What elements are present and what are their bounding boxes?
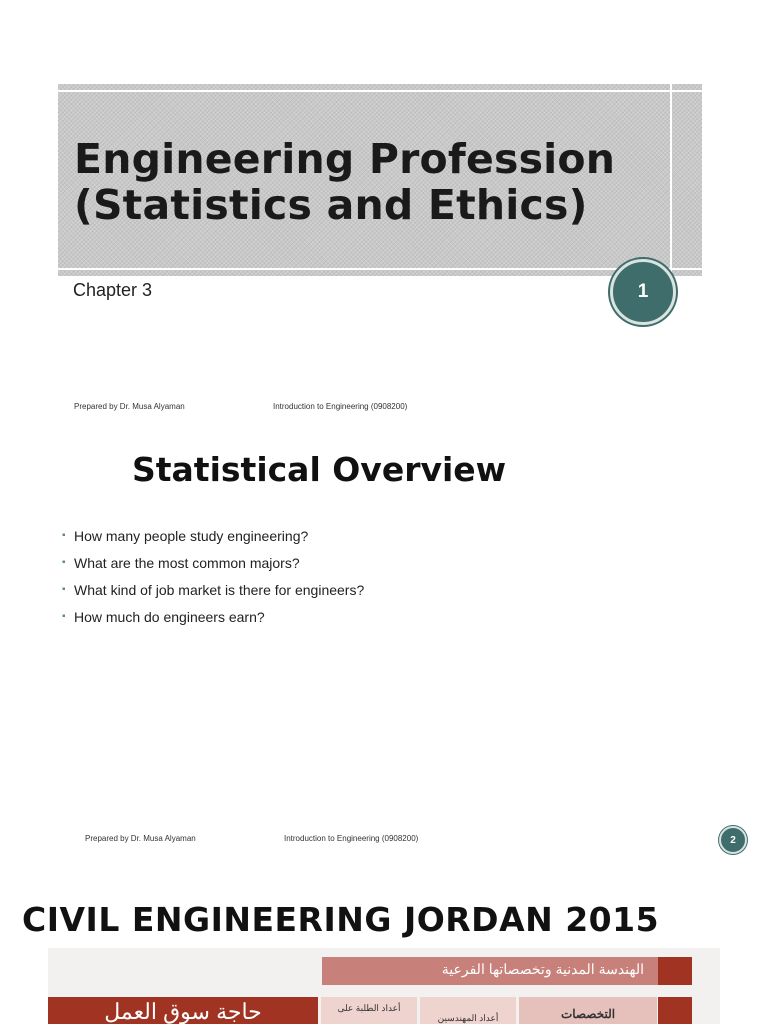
slide-number-badge-2: 2 (719, 826, 747, 854)
slide2-heading: Statistical Overview (132, 450, 507, 489)
bullet-marker-icon: ▪ (62, 557, 66, 568)
column-header-students: أعداد الطلبة على (321, 997, 417, 1024)
column-header-engineers: أعداد المهندسين (420, 997, 516, 1024)
slide-number-badge: 1 (610, 259, 676, 325)
bullet-item: ▪ How many people study engineering? (62, 527, 364, 554)
bullet-item: ▪ What are the most common majors? (62, 554, 364, 581)
slide1-footer-author: Prepared by Dr. Musa Alyaman (74, 402, 185, 411)
slide3-heading: CIVIL ENGINEERING JORDAN 2015 (22, 900, 660, 939)
bullet-item: ▪ What kind of job market is there for engineers? (62, 581, 364, 608)
slide2-footer-author: Prepared by Dr. Musa Alyaman (85, 834, 196, 843)
column-header-specialization: التخصصات (519, 997, 657, 1024)
slide1-title: Engineering Profession (Statistics and Ethics) (74, 135, 616, 229)
slide2-footer-course: Introduction to Engineering (0908200) (284, 834, 419, 843)
band-top-line (58, 90, 702, 92)
table-header: الهندسة المدنية وتخصصاتها الفرعية (322, 957, 658, 985)
slide1-footer-course: Introduction to Engineering (0908200) (273, 402, 408, 411)
bullet-list (62, 527, 364, 635)
table-row-accent (658, 997, 692, 1024)
table-header-accent (658, 957, 692, 985)
bullet-marker-icon: ▪ (62, 611, 66, 622)
bullet-item: ▪ How much do engineers earn? (62, 608, 364, 635)
bullet-marker-icon: ▪ (62, 530, 66, 541)
bullet-marker-icon: ▪ (62, 584, 66, 595)
column-header-labor-market: حاجة سوق العمل (48, 997, 318, 1024)
band-bottom-line (58, 268, 702, 270)
slide1-subtitle: Chapter 3 (73, 280, 153, 300)
